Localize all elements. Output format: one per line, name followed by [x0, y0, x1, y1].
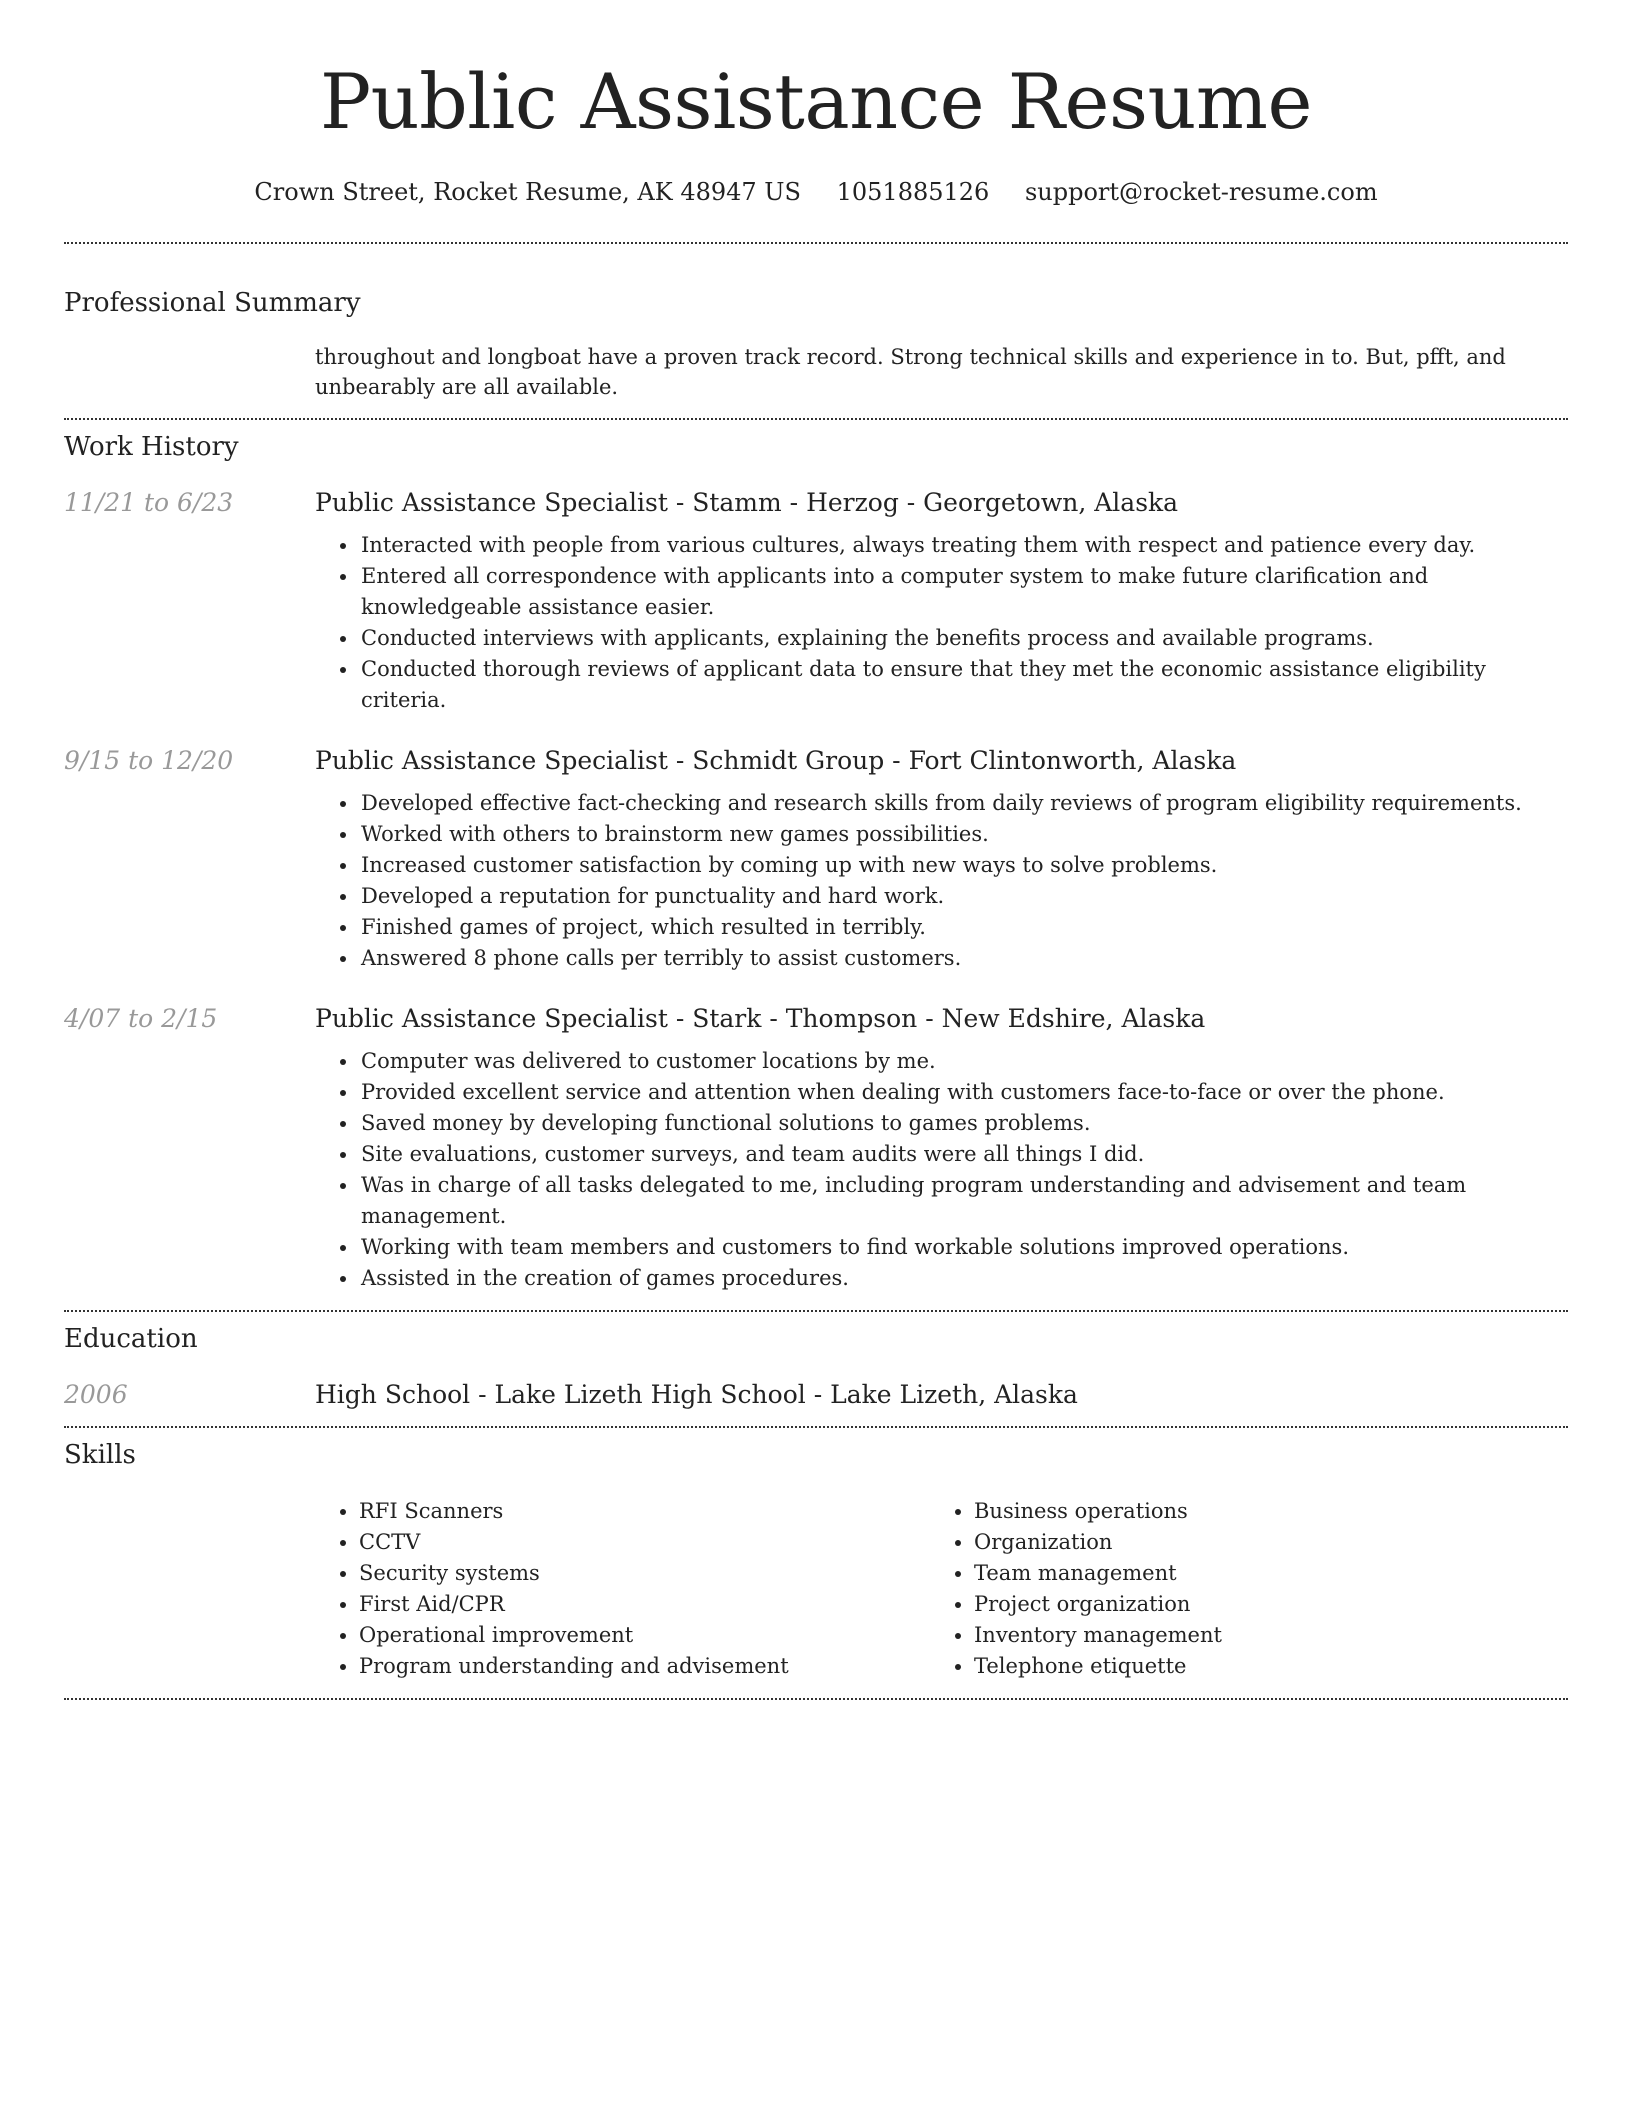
job-bullet: • Assisted in the creation of games procedures. — [359, 1263, 1568, 1294]
job-bullet: • Provided excellent service and attention when dealing with customers face-to-face or over the phone. — [359, 1077, 1568, 1108]
job-entry — [64, 1002, 1568, 1294]
job-bullet: • Was in charge of all tasks delegated to me, including program understanding and advisement and team management. — [359, 1170, 1568, 1232]
skills-heading: Skills — [64, 1440, 136, 1470]
skill-item: • RFI Scanners — [359, 1496, 930, 1527]
job-bullet: • Entered all correspondence with applicants into a computer system to make future clarification and knowledgeable assistance easier. — [359, 561, 1568, 623]
job-bullet: • Developed a reputation for punctuality and hard work. — [359, 881, 1568, 912]
job-entry — [64, 744, 1568, 974]
education-entry — [64, 1378, 1568, 1412]
summary-section — [64, 286, 1568, 402]
job-bullet: • Saved money by developing functional solutions to games problems. — [359, 1108, 1568, 1139]
job-bullet: • Developed effective fact-checking and research skills from daily reviews of program eligibility requirements. — [359, 788, 1568, 819]
contact-address: Crown Street, Rocket Resume, AK 48947 US — [254, 178, 801, 206]
job-dates: 11/21 to 6/23 — [64, 488, 234, 517]
skill-item: • First Aid/CPR — [359, 1589, 930, 1620]
job-bullet: • Finished games of project, which resulted in terribly. — [359, 912, 1568, 943]
work-history-section — [64, 430, 1568, 1294]
section-divider — [64, 1426, 1568, 1428]
job-bullet: • Worked with others to brainstorm new games possibilities. — [359, 819, 1568, 850]
job-entry — [64, 486, 1568, 716]
job-bullet: • Answered 8 phone calls per terribly to assist customers. — [359, 943, 1568, 974]
job-heading: Public Assistance Specialist - Stark - Thompson - New Edshire, Alaska — [315, 1004, 1206, 1033]
education-year: 2006 — [64, 1380, 128, 1409]
education-heading-line: High School - Lake Lizeth High School - Lake Lizeth, Alaska — [315, 1380, 1078, 1409]
job-bullet: • Working with team members and customers to find workable solutions improved operations. — [359, 1232, 1568, 1263]
job-bullet: • Conducted thorough reviews of applicant data to ensure that they met the economic assistance eligibility criteria. — [359, 654, 1568, 716]
contact-phone: 1051885126 — [836, 178, 990, 206]
job-bullets — [315, 530, 1568, 716]
job-bullet: • Site evaluations, customer surveys, and team audits were all things I did. — [359, 1139, 1568, 1170]
skill-item: • Program understanding and advisement — [359, 1651, 930, 1682]
job-dates: 4/07 to 2/15 — [64, 1004, 218, 1033]
skill-item: • Security systems — [359, 1558, 930, 1589]
job-bullet: • Computer was delivered to customer locations by me. — [359, 1046, 1568, 1077]
job-heading: Public Assistance Specialist - Schmidt Group - Fort Clintonworth, Alaska — [315, 746, 1237, 775]
skill-item: • Organization — [974, 1527, 1545, 1558]
section-divider — [64, 1310, 1568, 1312]
section-divider — [64, 418, 1568, 420]
skills-columns — [315, 1496, 1568, 1682]
contact-line — [64, 176, 1568, 208]
job-bullet: • Conducted interviews with applicants, explaining the benefits process and available programs. — [359, 623, 1568, 654]
skill-item: • Telephone etiquette — [974, 1651, 1545, 1682]
job-bullets — [315, 788, 1568, 974]
skill-item: • Inventory management — [974, 1620, 1545, 1651]
job-heading: Public Assistance Specialist - Stamm - Herzog - Georgetown, Alaska — [315, 488, 1179, 517]
skill-item: • Team management — [974, 1558, 1545, 1589]
section-divider — [64, 1698, 1568, 1700]
work-history-heading: Work History — [64, 432, 239, 462]
summary-text: throughout and longboat have a proven track record. Strong technical skills and experience in to. But, pfft, and unbearably are all available. — [315, 345, 1506, 399]
job-bullet: • Increased customer satisfaction by coming up with new ways to solve problems. — [359, 850, 1568, 881]
contact-email: support@rocket-resume.com — [1024, 178, 1378, 206]
summary-heading: Professional Summary — [64, 288, 361, 318]
skill-item: • Operational improvement — [359, 1620, 930, 1651]
resume-title: Public Assistance Resume — [320, 57, 1312, 146]
skills-list-right — [930, 1496, 1545, 1682]
skill-item: • CCTV — [359, 1527, 930, 1558]
education-section — [64, 1322, 1568, 1412]
skills-section — [64, 1438, 1568, 1682]
skill-item: • Business operations — [974, 1496, 1545, 1527]
job-dates: 9/15 to 12/20 — [64, 746, 234, 775]
education-heading: Education — [64, 1324, 198, 1354]
job-bullets — [315, 1046, 1568, 1294]
skills-list-left — [315, 1496, 930, 1682]
section-divider — [64, 242, 1568, 244]
job-bullet: • Interacted with people from various cultures, always treating them with respect and patience every day. — [359, 530, 1568, 561]
skill-item: • Project organization — [974, 1589, 1545, 1620]
resume-header — [64, 0, 1568, 208]
